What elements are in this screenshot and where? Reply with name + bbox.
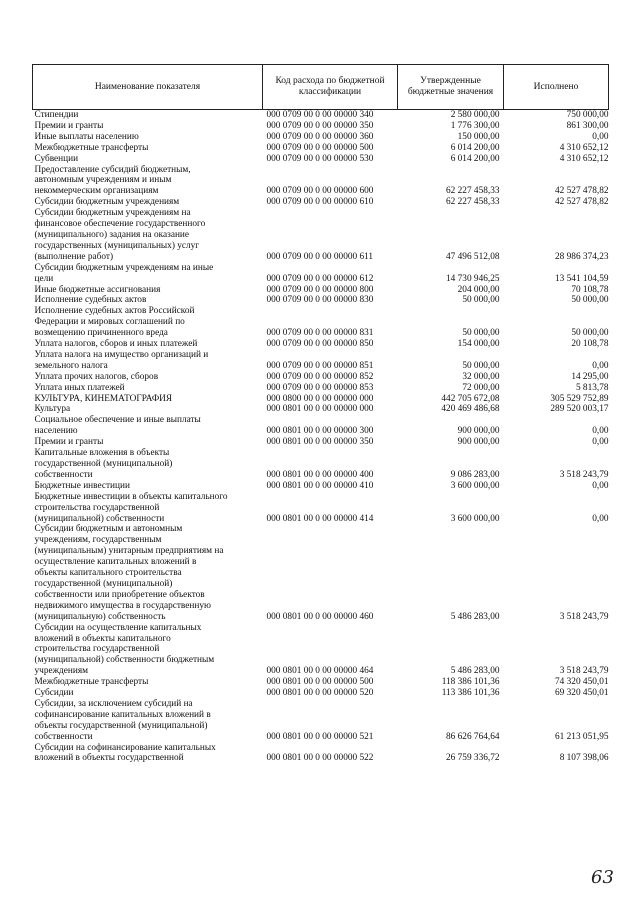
- row-indicator-name: Уплата налогов, сборов и иных платежей: [34, 339, 198, 350]
- row-expense-code: 000 0709 00 0 00 00000 852: [266, 371, 374, 382]
- row-indicator-name: Межбюджетные трансферты: [34, 142, 149, 153]
- row-approved-value: 86 626 764,64: [446, 731, 500, 742]
- table-row: [33, 743, 609, 765]
- table-row: [33, 677, 609, 688]
- row-indicator-name: Уплата налога на имущество организаций и земельного налога: [34, 349, 209, 371]
- row-indicator-name: Субвенции: [34, 153, 79, 164]
- row-approved-value: 47 496 512,08: [446, 251, 500, 262]
- table-row: [33, 339, 609, 350]
- row-expense-code: 000 0709 00 0 00 00000 850: [266, 339, 374, 350]
- row-expense-code: 000 0801 00 0 00 00000 414: [266, 513, 374, 524]
- row-indicator-name: Исполнение судебных актов Российской Федерации и мировых соглашений по возмещению причиненного вреда: [34, 306, 195, 339]
- row-executed-value: 20 108,78: [571, 339, 609, 350]
- table-row: [33, 306, 609, 339]
- table-row: [33, 372, 609, 383]
- row-indicator-name: Субсидии, за исключением субсидий на софинансирование капитальных вложений в объекты государственной (муниципальной) собственности: [34, 698, 211, 742]
- row-indicator-name: Предоставление субсидий бюджетным, автономным учреждениям и иным некоммерческим организациям: [34, 164, 191, 197]
- row-expense-code: 000 0709 00 0 00 00000 500: [266, 142, 374, 153]
- row-approved-value: 3 600 000,00: [450, 480, 500, 491]
- row-indicator-name: Субсидии бюджетным учреждениям: [34, 197, 180, 208]
- table-row: [33, 448, 609, 481]
- row-indicator-name: Субсидии бюджетным учреждениям на иные цели: [34, 262, 214, 284]
- table-row: [33, 688, 609, 699]
- header-indicator-name: Наименование показателя: [33, 65, 263, 110]
- row-executed-value: 0,00: [592, 513, 609, 524]
- row-expense-code: 000 0801 00 0 00 00000 000: [266, 404, 374, 415]
- row-expense-code: 000 0709 00 0 00 00000 350: [266, 120, 374, 131]
- row-expense-code: 000 0800 00 0 00 00000 000: [266, 393, 374, 404]
- row-expense-code: 000 0801 00 0 00 00000 522: [266, 753, 374, 764]
- row-expense-code: 000 0801 00 0 00 00000 464: [266, 666, 374, 677]
- row-executed-value: 305 529 752,89: [550, 393, 609, 404]
- budget-report-sheet: [32, 64, 608, 764]
- budget-execution-table: [32, 64, 609, 764]
- table-row: [33, 121, 609, 132]
- row-executed-value: 5 813,78: [575, 382, 609, 393]
- row-indicator-name: Культура: [34, 404, 71, 415]
- row-expense-code: 000 0801 00 0 00 00000 460: [266, 611, 374, 622]
- row-approved-value: 5 486 283,00: [450, 666, 500, 677]
- row-indicator-name: Субсидии: [34, 688, 74, 699]
- row-expense-code: 000 0801 00 0 00 00000 500: [266, 677, 374, 688]
- row-indicator-name: Капитальные вложения в объекты государственной (муниципальной) собственности: [34, 448, 173, 480]
- row-indicator-name: Субсидии бюджетным и автономным учреждениям, государственным (муниципальным) унитарным предприятиям на осуществление капитальных вложений в объекты капитального строительства государственной (муниципальной) собственности или приобретение объектов недвижимого имущества в государственную (муниципальную) собственность: [34, 524, 224, 622]
- row-approved-value: 900 000,00: [457, 426, 500, 437]
- row-executed-value: 74 320 450,01: [555, 677, 609, 688]
- row-executed-value: 42 527 478,82: [555, 197, 609, 208]
- table-row: [33, 492, 609, 525]
- row-expense-code: 000 0709 00 0 00 00000 800: [266, 284, 374, 295]
- table-row: [33, 285, 609, 296]
- header-approved-values: Утвержденные бюджетные значения: [398, 65, 504, 110]
- row-executed-value: 0,00: [592, 426, 609, 437]
- row-indicator-name: Бюджетные инвестиции в объекты капитального строительства государственной (муниципальной) собственности: [34, 491, 228, 524]
- table-row: [33, 415, 609, 437]
- row-approved-value: 2 580 000,00: [450, 110, 500, 120]
- row-executed-value: 69 320 450,01: [555, 688, 609, 699]
- row-expense-code: 000 0709 00 0 00 00000 530: [266, 153, 374, 164]
- row-expense-code: 000 0801 00 0 00 00000 300: [266, 426, 374, 437]
- row-indicator-name: Исполнение судебных актов: [34, 295, 147, 306]
- table-row: [33, 208, 609, 263]
- row-approved-value: 72 000,00: [462, 382, 500, 393]
- table-row: [33, 295, 609, 306]
- header-expense-code: Код расхода по бюджетной классификации: [263, 65, 398, 110]
- row-executed-value: 861 300,00: [566, 120, 609, 131]
- page-number: 63: [591, 867, 614, 888]
- row-indicator-name: Иные выплаты населению: [34, 131, 139, 142]
- row-expense-code: 000 0709 00 0 00 00000 612: [266, 273, 374, 284]
- row-approved-value: 26 759 336,72: [446, 753, 500, 764]
- row-expense-code: 000 0709 00 0 00 00000 853: [266, 382, 374, 393]
- row-approved-value: 1 776 300,00: [450, 120, 500, 131]
- table-row: [33, 383, 609, 394]
- row-executed-value: 50 000,00: [571, 328, 609, 339]
- row-approved-value: 50 000,00: [462, 295, 500, 306]
- row-approved-value: 50 000,00: [462, 360, 500, 371]
- row-indicator-name: Уплата иных платежей: [34, 382, 125, 393]
- row-approved-value: 150 000,00: [457, 131, 500, 142]
- table-row: [33, 110, 609, 121]
- header-executed: Исполнено: [504, 65, 609, 110]
- row-executed-value: 3 518 243,79: [559, 611, 609, 622]
- row-approved-value: 14 730 946,25: [446, 273, 500, 284]
- row-expense-code: 000 0709 00 0 00 00000 610: [266, 197, 374, 208]
- row-executed-value: 750 000,00: [566, 110, 609, 120]
- row-executed-value: 4 310 652,12: [559, 142, 609, 153]
- row-indicator-name: Социальное обеспечение и иные выплаты населению: [34, 415, 201, 437]
- row-executed-value: 0,00: [592, 437, 609, 448]
- row-expense-code: 000 0709 00 0 00 00000 851: [266, 360, 374, 371]
- row-approved-value: 62 227 458,33: [446, 186, 500, 197]
- row-approved-value: 6 014 200,00: [450, 153, 500, 164]
- row-approved-value: 420 469 486,68: [441, 404, 500, 415]
- row-executed-value: 13 541 104,59: [555, 273, 609, 284]
- table-row: [33, 165, 609, 198]
- row-executed-value: 3 518 243,79: [559, 469, 609, 480]
- row-executed-value: 3 518 243,79: [559, 666, 609, 677]
- row-expense-code: 000 0801 00 0 00 00000 521: [266, 731, 374, 742]
- table-row: [33, 404, 609, 415]
- row-executed-value: 289 520 003,17: [550, 404, 609, 415]
- table-row: [33, 524, 609, 622]
- row-approved-value: 900 000,00: [457, 437, 500, 448]
- row-indicator-name: Субсидии на софинансирование капитальных вложений в объекты государственной: [34, 742, 216, 764]
- table-body: [33, 110, 609, 765]
- row-expense-code: 000 0801 00 0 00 00000 520: [266, 688, 374, 699]
- row-indicator-name: КУЛЬТУРА, КИНЕМАТОГРАФИЯ: [34, 393, 173, 404]
- row-approved-value: 204 000,00: [457, 284, 500, 295]
- row-executed-value: 70 108,78: [571, 284, 609, 295]
- row-executed-value: 4 310 652,12: [559, 153, 609, 164]
- row-indicator-name: Премии и гранты: [34, 120, 104, 131]
- table-row: [33, 350, 609, 372]
- row-expense-code: 000 0709 00 0 00 00000 830: [266, 295, 374, 306]
- table-row: [33, 154, 609, 165]
- row-approved-value: 62 227 458,33: [446, 197, 500, 208]
- row-executed-value: 28 986 374,23: [555, 251, 609, 262]
- row-approved-value: 154 000,00: [457, 339, 500, 350]
- table-row: [33, 197, 609, 208]
- table-row: [33, 699, 609, 743]
- row-approved-value: 32 000,00: [462, 371, 500, 382]
- table-row: [33, 143, 609, 154]
- row-expense-code: 000 0709 00 0 00 00000 360: [266, 131, 374, 142]
- row-expense-code: 000 0801 00 0 00 00000 410: [266, 480, 374, 491]
- table-row: [33, 263, 609, 285]
- row-executed-value: 0,00: [592, 360, 609, 371]
- row-approved-value: 113 386 101,36: [441, 688, 500, 699]
- row-indicator-name: Субсидии бюджетным учреждениям на финансовое обеспечение государственного (муниципального) задания на оказание государственных (муниципальных) услуг (выполнение работ): [34, 208, 206, 262]
- row-indicator-name: Премии и гранты: [34, 437, 104, 448]
- table-row: [33, 623, 609, 678]
- row-indicator-name: Субсидии на осуществление капитальных вложений в объекты капитального строительства государственной (муниципальной) собственности бюджетным учреждениям: [34, 622, 215, 677]
- row-expense-code: 000 0709 00 0 00 00000 600: [266, 186, 374, 197]
- row-approved-value: 9 086 283,00: [450, 469, 500, 480]
- row-executed-value: 8 107 398,06: [559, 753, 609, 764]
- row-expense-code: 000 0709 00 0 00 00000 611: [266, 251, 374, 262]
- row-approved-value: 50 000,00: [462, 328, 500, 339]
- row-executed-value: 0,00: [592, 131, 609, 142]
- row-executed-value: 0,00: [592, 480, 609, 491]
- row-approved-value: 5 486 283,00: [450, 611, 500, 622]
- row-executed-value: 14 295,00: [571, 371, 609, 382]
- row-approved-value: 6 014 200,00: [450, 142, 500, 153]
- row-expense-code: 000 0801 00 0 00 00000 400: [266, 469, 374, 480]
- row-indicator-name: Бюджетные инвестиции: [34, 480, 130, 491]
- table-header-row: [33, 65, 609, 110]
- row-executed-value: 61 213 051,95: [555, 731, 609, 742]
- row-indicator-name: Иные бюджетные ассигнования: [34, 284, 161, 295]
- row-executed-value: 50 000,00: [571, 295, 609, 306]
- row-expense-code: 000 0801 00 0 00 00000 350: [266, 437, 374, 448]
- row-indicator-name: Межбюджетные трансферты: [34, 677, 149, 688]
- row-indicator-name: Стипендии: [34, 110, 79, 120]
- table-row: [33, 437, 609, 448]
- row-approved-value: 118 386 101,36: [441, 677, 500, 688]
- row-indicator-name: Уплата прочих налогов, сборов: [34, 371, 159, 382]
- row-expense-code: 000 0709 00 0 00 00000 340: [266, 110, 374, 120]
- row-executed-value: 42 527 478,82: [555, 186, 609, 197]
- row-approved-value: 442 705 672,08: [441, 393, 500, 404]
- row-approved-value: 3 600 000,00: [450, 513, 500, 524]
- table-row: [33, 132, 609, 143]
- table-row: [33, 481, 609, 492]
- row-expense-code: 000 0709 00 0 00 00000 831: [266, 328, 374, 339]
- table-row: [33, 394, 609, 405]
